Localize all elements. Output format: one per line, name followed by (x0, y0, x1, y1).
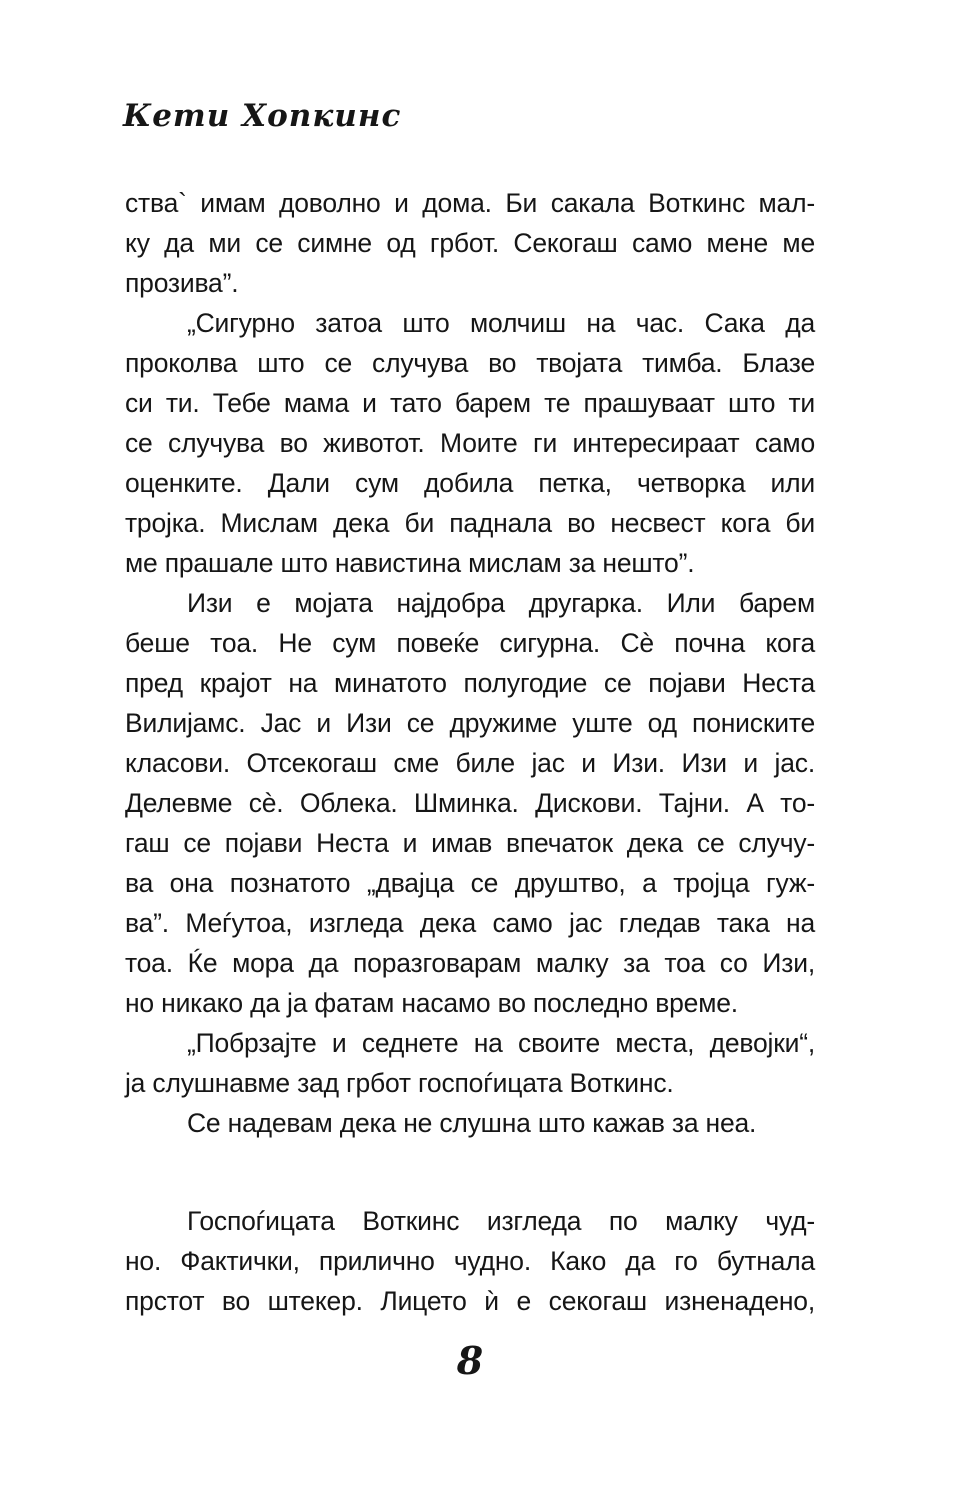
text-line: Делевме сѐ. Облека. Шминка. Дискови. Тајни. А то- (125, 788, 815, 818)
text-line: ва она познатото „двајца се друштво, а тројца гуж- (125, 868, 815, 898)
text-line: гаш се појави Неста и имав впечаток дека се случу- (125, 828, 815, 858)
text-block (125, 183, 815, 1321)
text-line: ку да ми се симне од грбот. Секогаш само мене ме (125, 228, 815, 258)
text-line: тоа. Ќе мора да поразговарам малку за тоа со Изи, (125, 948, 815, 978)
text-line: ства` имам доволно и дома. Би сакала Воткинс мал- (125, 188, 815, 218)
text-line: си ти. Тебе мама и тато барем те прашуваат што ти (125, 388, 815, 418)
text-line: но никако да ја фатам насамо во последно време. (125, 988, 738, 1018)
text-line: прстот во штекер. Лицето ѝ е секогаш изненадено, (125, 1286, 815, 1316)
text-line: „Сигурно затоа што молчиш на час. Сака да (187, 308, 815, 338)
text-line: беше тоа. Не сум повеќе сигурна. Сѐ почна кога (125, 628, 815, 658)
text-line: пред крајот на минатото полугодие се појави Неста (125, 668, 815, 698)
text-line: прозива”. (125, 268, 239, 298)
text-line: Се надевам дека не слушна што кажав за неа. (187, 1108, 757, 1138)
text-line: Госпоѓицата Воткинс изгледа по малку чуд- (187, 1206, 815, 1236)
text-line: ја слушнавме зад грбот госпоѓицата Воткинс. (125, 1068, 674, 1098)
text-line: проколва што се случува во твојата тимба. Блазе (125, 348, 815, 378)
text-line: но. Фактички, прилично чудно. Како да го бутнала (125, 1246, 815, 1276)
text-line: Вилијамс. Јас и Изи се дружиме уште од пониските (125, 708, 815, 738)
page-number: 8 (456, 1338, 484, 1383)
text-line: ва”. Меѓутоа, изгледа дека само јас гледав така на (125, 908, 815, 938)
text-line: ме прашале што навистина мислам за нешто”. (125, 548, 695, 578)
text-line: Изи е мојата најдобра другарка. Или барем (187, 588, 815, 618)
running-head-author: Кети Хопкинс (123, 98, 402, 134)
text-line: се случува во животот. Моите ги интересираат само (125, 428, 815, 458)
text-line: тројка. Мислам дека би паднала во несвест кога би (125, 508, 815, 538)
paragraph-spacer (125, 1143, 815, 1201)
text-line: оценките. Дали сум добила петка, четворка или (125, 468, 815, 498)
text-line: „Побрзајте и седнете на своите места, девојки“, (187, 1028, 815, 1058)
text-line: класови. Отсекогаш сме биле јас и Изи. Изи и јас. (125, 748, 815, 778)
